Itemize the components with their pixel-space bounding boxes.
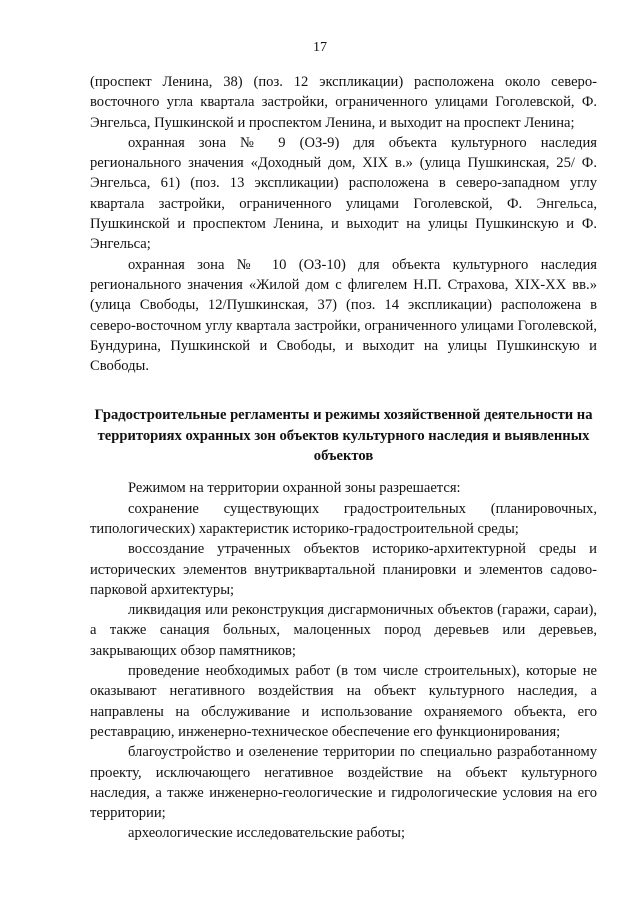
paragraph-zone-8-continued: (проспект Ленина, 38) (поз. 12 экспликации) расположена около северо-восточного угла квартала застройки, ограниченного улицами Гоголевской, Ф. Энгельса, Пушкинской и проспектом Ленина, и выходит на проспект Ленина; [90, 74, 597, 131]
list-item: воссоздание утраченных объектов историко-архитектурной среды и исторических элементов внутриквартальной планировки и элементов садово-парковой архитектуры; [90, 541, 597, 598]
section-heading: Градостроительные регламенты и режимы хозяйственной деятельности на территориях охранных зон объектов культурного наследия и выявленных объектов [94, 407, 593, 465]
list-item: проведение необходимых работ (в том числе строительных), которые не оказывают негативного воздействия на объект культурного наследия, а направлены на обслуживание и использование охраняемого объекта, его реставрацию, инженерно-техническое обеспечение его функционирования; [90, 663, 597, 740]
zones-section [90, 72, 597, 376]
permitted-activities-list [90, 499, 597, 844]
regulations-intro: Режимом на территории охранной зоны разрешается: [128, 480, 461, 497]
paragraph-zone-9: охранная зона № 9 (ОЗ-9) для объекта культурного наследия регионального значения «Доходный дом, XIX в.» (улица Пушкинская, 25/ Ф. Энгельса, 61) (поз. 13 экспликации) расположена в северо-западном углу квартала застройки, ограниченного улицами Гоголевской, Ф. Энгельса, Пушкинской и проспектом Ленина, и выходит на улицы Пушкинскую и Ф. Энгельса; [90, 134, 597, 253]
list-item: благоустройство и озеленение территории по специально разработанному проекту, исключающего негативное воздействие на объект культурного наследия, а также инженерно-геологические и гидрологические условия на его территории; [90, 744, 597, 822]
list-item: сохранение существующих градостроительных (планировочных, типологических) характеристик историко-градостроительной среды; [90, 500, 597, 537]
list-item: археологические исследовательские работы; [128, 825, 406, 842]
paragraph-zone-10: охранная зона № 10 (ОЗ-10) для объекта культурного наследия регионального значения «Жилой дом с флигелем Н.П. Страхова, XIX-XX вв.» (улица Свободы, 12/Пушкинская, 37) (поз. 14 экспликации) расположена в северо-восточном углу квартала застройки, ограниченного улицами Гоголевской, Бундурина, Пушкинской и Свободы, и выходит на улицы Пушкинскую и Свободы. [90, 256, 597, 375]
document-body [90, 72, 597, 844]
page-number: 17 [313, 40, 327, 55]
regulations-section [90, 478, 597, 843]
list-item: ликвидация или реконструкция дисгармоничных объектов (гаражи, сараи), а также санация больных, малоценных пород деревьев или деревьев, закрывающих обзор памятников; [90, 602, 597, 659]
